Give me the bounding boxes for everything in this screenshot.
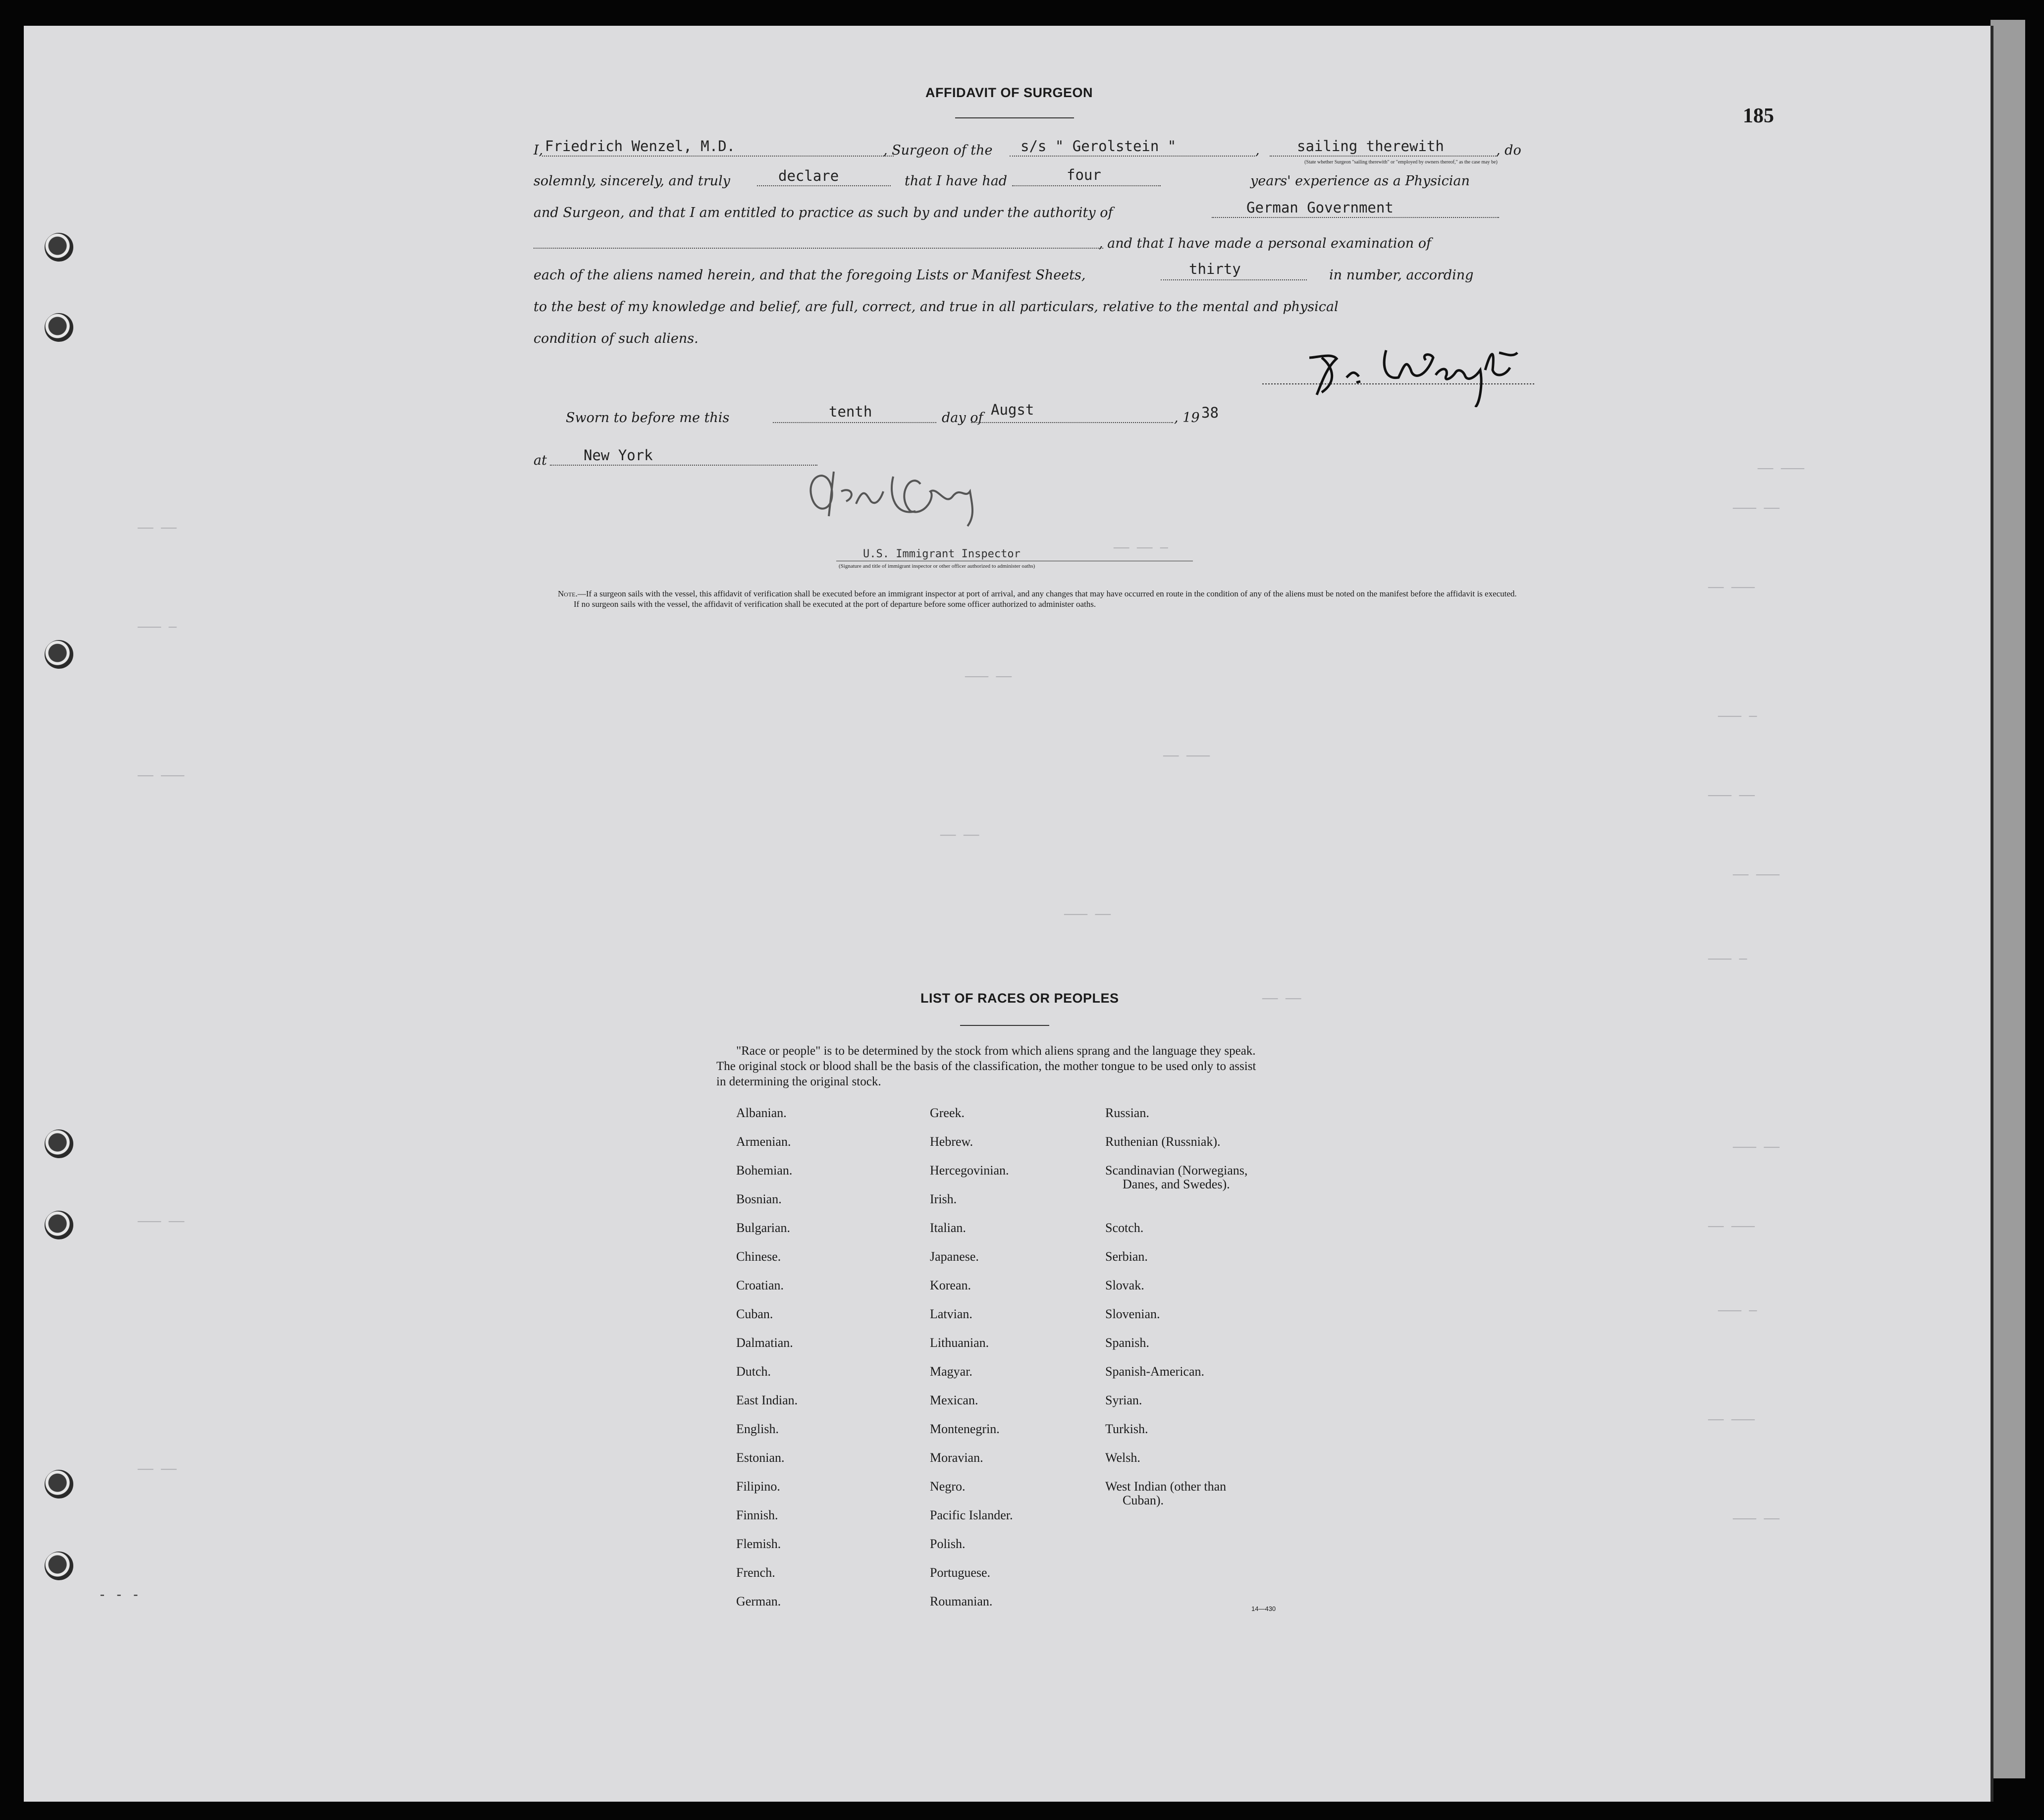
sheet-count: thirty	[1189, 261, 1241, 277]
binder-hole-5	[45, 1211, 73, 1239]
signature-caption: (Signature and title of immigrant inspector or other officer authorized to administer oaths)	[839, 563, 1035, 569]
race-item: Dalmatian.	[736, 1336, 793, 1350]
race-item: Bohemian.	[736, 1163, 793, 1178]
year-prefix: , 19	[1174, 410, 1200, 426]
sworn-prefix: Sworn to before me this	[566, 410, 730, 426]
race-item: Estonian.	[736, 1450, 785, 1465]
affidavit-note	[558, 589, 1524, 609]
line1-prefix: I,	[534, 143, 543, 158]
comma: ,	[1255, 143, 1260, 158]
race-item: Filipino.	[736, 1479, 780, 1494]
at-label: at	[534, 453, 547, 468]
surgeon-signature	[1262, 323, 1540, 407]
form-code: 14—430	[1251, 1605, 1276, 1612]
race-item: Bosnian.	[736, 1192, 782, 1206]
race-item: Scotch.	[1105, 1221, 1144, 1235]
race-item: Polish.	[930, 1537, 966, 1551]
sworn-day: tenth	[829, 403, 872, 420]
race-item: Armenian.	[736, 1134, 791, 1149]
race-item: Spanish-American.	[1105, 1364, 1205, 1379]
race-item: Hercegovinian.	[930, 1163, 1009, 1178]
race-item: Welsh.	[1105, 1450, 1140, 1465]
declare-word: declare	[778, 167, 839, 184]
race-item: Lithuanian.	[930, 1336, 989, 1350]
race-item: English.	[736, 1422, 779, 1436]
authority: German Government	[1246, 199, 1394, 216]
race-item: Spanish.	[1105, 1336, 1149, 1350]
race-item: Montenegrin.	[930, 1422, 1000, 1436]
surgeon-name: Friedrich Wenzel, M.D.	[545, 138, 736, 155]
binder-hole-1	[45, 233, 73, 262]
inspector-signature	[797, 457, 1054, 531]
race-item: Japanese.	[930, 1249, 979, 1264]
race-item: Albanian.	[736, 1106, 787, 1120]
race-item: Ruthenian (Russniak).	[1105, 1134, 1221, 1149]
binder-hole-6	[45, 1470, 73, 1499]
race-item: Moravian.	[930, 1450, 983, 1465]
surgeon-status: sailing therewith	[1297, 138, 1444, 155]
race-item: Slovak.	[1105, 1278, 1144, 1292]
line2-middle: that I have had	[905, 173, 1008, 189]
affidavit-title: AFFIDAVIT OF SURGEON	[925, 85, 1093, 100]
race-item: French.	[736, 1565, 775, 1580]
race-item: Serbian.	[1105, 1249, 1148, 1264]
race-item: Magyar.	[930, 1364, 972, 1379]
surgeon-of-label: , Surgeon of the	[883, 143, 993, 158]
line7: condition of such aliens.	[534, 331, 699, 346]
sworn-year: 38	[1201, 404, 1219, 421]
race-item: Hebrew.	[930, 1134, 973, 1149]
race-item: Croatian.	[736, 1278, 784, 1292]
races-intro: "Race or people" is to be determined by the stock from which aliens sprang and the language they speak. The original stock or blood shall be the basis of the classification, the mother tongue to be used only to assist in determining the original stock.	[716, 1044, 1256, 1088]
race-item: Pacific Islander.	[930, 1508, 1013, 1522]
line6: to the best of my knowledge and belief, are full, correct, and true in all particulars, relative to the mental and physical	[534, 299, 1339, 315]
do-label: , do	[1496, 143, 1521, 158]
race-item: Italian.	[930, 1221, 966, 1235]
note-label: Note.	[558, 589, 578, 598]
race-item: Slovenian.	[1105, 1307, 1160, 1321]
margin-dashes: - - -	[98, 1586, 140, 1603]
years-experience: four	[1067, 166, 1101, 183]
race-item: Cuban).	[1123, 1493, 1164, 1507]
race-item: Scandinavian (Norwegians,	[1105, 1163, 1248, 1178]
race-item: Irish.	[930, 1192, 957, 1206]
vessel-name: s/s " Gerolstein "	[1021, 138, 1177, 155]
races-title: LIST OF RACES OR PEOPLES	[920, 991, 1119, 1006]
sailing-note: (State whether Surgeon "sailing therewith" or "employed by owners thereof," as the case may be)	[1304, 160, 1498, 165]
race-item: Flemish.	[736, 1537, 781, 1551]
page-number: 185	[1743, 105, 1774, 127]
sworn-month: Augst	[991, 401, 1034, 418]
race-item: East Indian.	[736, 1393, 798, 1407]
races-title-underline	[960, 1025, 1049, 1026]
binder-hole-2	[45, 313, 73, 342]
manifest-page: ── ─── ─── ── ── ── ─ ── ─── ─── ── ─── ─ ── ─── ─── ── ── ── ── ─── ─── ── ─── ─ ── ── ─── ── ── ─── ─── ─ ── ─── ─── ── ── ── ─── ─ ── ─── ─── ── ── ── 185 AFFIDAVIT OF SURGEON I, Friedrich Wenzel, M.D. , Surgeon of the s/s " Gerolstein " , sailing therewith , do (State whether Surgeon "sailing therewith" or "employed by owners thereof," as the case may be) solemnly, sincerely, and truly declare that I have had four years' experience as a Physician and Surgeon, and that I am entitled to practice as such by and under the authority of German Government , and that I have made a personal examination of each of the aliens named herein, and that the foregoing Lists or Manifest Sheets, thirty in number, according to the best of my knowledge and belief, are full, correct, and true in all particulars, relative to the mental and physical condition of such aliens. Sworn to before me this tenth day of Augst , 19 38 at New York U.S. Immigrant Inspector (Signature and title of immigrant inspector or other officer authorized to administer oaths) Note.—If a surgeon sails with the vessel, this affidavit of verification shall be executed before an immigrant inspector at port of arrival, and any changes that may have occurred en route in the condition of any of the aliens must be noted on the manifest before the affidavit is executed. If no surgeon sails with the vessel, the affidavit of verification shall be executed at the port of departure before some officer authorized to administer oaths. LIST OF RACES OR PEOPLES "Race or people" is to be determined by the stock from which aliens sprang and the language they speak. The original stock or blood shall be the basis of the classification, the mother tongue to be used only to assist in determining the original stock. Albanian. Armenian. Bohemian. Bosnian. Bulgarian. Chinese. Croatian. Cuban. Dalmatian. Dutch. East Indian. English. Estonian. Filipino. Finnish. Flemish. French. German. Greek. Hebrew. Hercegovinian. Irish. Italian. Japanese. Korean. Latvian. Lithuanian. Magyar. Mexican. Montenegrin. Moravian. Negro. Pacific Islander. Polish. Portuguese. Roumanian. Russian. Ruthenian (Russniak). Scandinavian (Norwegians, Danes, and Swedes). Scotch. Serbian. Slovak. Slovenian. Spanish. Spanish-American. Syrian. Turkish. Welsh. West Indian (other than Cuban). 14—430 - - -	[24, 26, 1993, 1802]
binder-hole-7	[45, 1552, 73, 1580]
race-item: Greek.	[930, 1106, 965, 1120]
note-text-1: —If a surgeon sails with the vessel, this affidavit of verification shall be executed before an immigrant inspector at port of arrival, and any changes that may have occurred en route in the condition of any of the aliens must be noted on the manifest before the affidavit is executed.	[577, 589, 1517, 598]
race-item: Roumanian.	[930, 1594, 993, 1608]
race-item: Danes, and Swedes).	[1123, 1177, 1230, 1191]
race-item: German.	[736, 1594, 781, 1608]
binder-hole-3	[45, 640, 73, 669]
race-item: West Indian (other than	[1105, 1479, 1227, 1494]
line2-suffix: years' experience as a Physician	[1250, 173, 1470, 189]
sworn-place: New York	[584, 447, 653, 464]
title-underline	[955, 117, 1074, 118]
day-of-label: day of	[942, 410, 983, 426]
race-item: Bulgarian.	[736, 1221, 791, 1235]
race-item: Dutch.	[736, 1364, 771, 1379]
race-item: Syrian.	[1105, 1393, 1142, 1407]
underlying-sheet-edge	[1990, 20, 2025, 1778]
race-item: Mexican.	[930, 1393, 978, 1407]
race-item: Russian.	[1105, 1106, 1149, 1120]
line5-prefix: each of the aliens named herein, and that the foregoing Lists or Manifest Sheets,	[534, 268, 1086, 283]
line4-suffix: , and that I have made a personal examination of	[1099, 236, 1432, 251]
race-item: Finnish.	[736, 1508, 778, 1522]
binder-hole-4	[45, 1129, 73, 1158]
race-item: Korean.	[930, 1278, 971, 1292]
race-item: Negro.	[930, 1479, 966, 1494]
race-item: Latvian.	[930, 1307, 972, 1321]
race-item: Turkish.	[1105, 1422, 1148, 1436]
line3-prefix: and Surgeon, and that I am entitled to practice as such by and under the authority of	[534, 205, 1113, 220]
race-item: Portuguese.	[930, 1565, 991, 1580]
note-text-2: If no surgeon sails with the vessel, the affidavit of verification shall be executed at the port of departure before some officer authorized to administer oaths.	[574, 599, 1096, 609]
line5-suffix: in number, according	[1329, 268, 1474, 283]
race-item: Cuban.	[736, 1307, 773, 1321]
race-item: Chinese.	[736, 1249, 781, 1264]
line2-prefix: solemnly, sincerely, and truly	[534, 173, 730, 189]
inspector-title: U.S. Immigrant Inspector	[863, 548, 1021, 560]
